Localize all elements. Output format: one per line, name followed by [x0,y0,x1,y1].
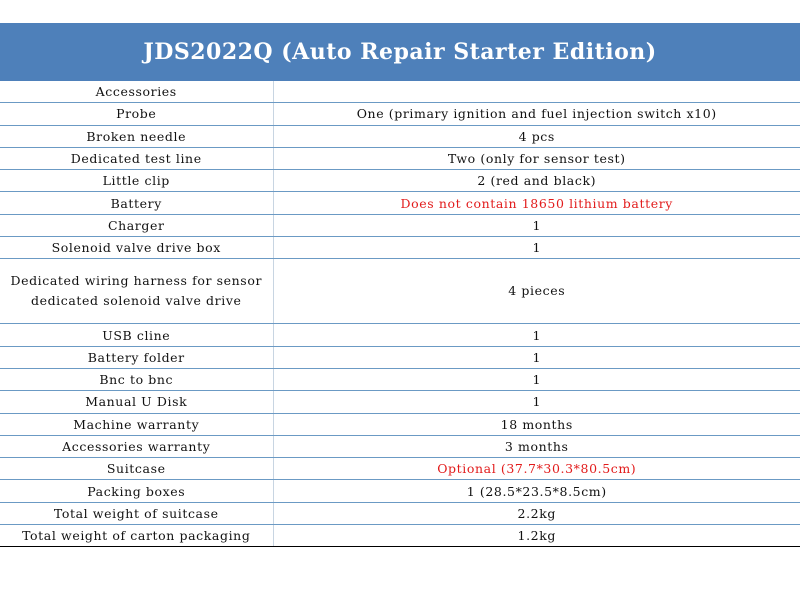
row-label: Probe [0,103,273,125]
table-row [0,458,800,480]
row-label: Battery folder [0,346,273,368]
table-row [0,214,800,236]
row-value: 1 [273,324,800,346]
row-value: 2 (red and black) [273,170,800,192]
row-label: Dedicated test line [0,147,273,169]
table-row [0,346,800,368]
table-row [0,170,800,192]
row-label: Total weight of suitcase [0,502,273,524]
row-label: Manual U Disk [0,391,273,413]
row-value: 4 pcs [273,125,800,147]
row-value [273,81,800,103]
row-value: 1 (28.5*23.5*8.5cm) [273,480,800,502]
row-label: Bnc to bnc [0,368,273,390]
table-row [0,147,800,169]
page-title: JDS2022Q (Auto Repair Starter Edition) [143,39,657,65]
row-value: Optional (37.7*30.3*80.5cm) [273,458,800,480]
row-label: Battery [0,192,273,214]
title-banner [0,23,800,81]
table-row [0,502,800,524]
row-label: Little clip [0,170,273,192]
table-row [0,324,800,346]
row-label: Broken needle [0,125,273,147]
table-row [0,480,800,502]
row-value: 4 pieces [273,259,800,324]
table-row [0,259,800,324]
table-row [0,391,800,413]
row-label: Solenoid valve drive box [0,237,273,259]
row-value: Does not contain 18650 lithium battery [273,192,800,214]
table-row [0,81,800,103]
row-label: Suitcase [0,458,273,480]
table-row [0,237,800,259]
table-row [0,413,800,435]
row-value: 3 months [273,435,800,457]
table-row [0,125,800,147]
specs-table-body [0,81,800,547]
row-value: 18 months [273,413,800,435]
row-value: Two (only for sensor test) [273,147,800,169]
row-value: 1 [273,368,800,390]
table-row [0,192,800,214]
row-value: One (primary ignition and fuel injection switch x10) [273,103,800,125]
row-label: Dedicated wiring harness for sensor dedicated solenoid valve drive [0,259,273,324]
row-value: 1 [273,391,800,413]
table-row [0,368,800,390]
row-value: 1 [273,237,800,259]
row-label: Accessories [0,81,273,103]
table-row [0,103,800,125]
row-label: Total weight of carton packaging [0,525,273,547]
table-row [0,525,800,547]
specs-table [0,81,800,547]
row-label: Charger [0,214,273,236]
row-value: 1 [273,346,800,368]
row-value: 1 [273,214,800,236]
row-value: 1.2kg [273,525,800,547]
table-row [0,435,800,457]
row-label: Accessories warranty [0,435,273,457]
row-value: 2.2kg [273,502,800,524]
row-label: USB cline [0,324,273,346]
row-label: Machine warranty [0,413,273,435]
row-label: Packing boxes [0,480,273,502]
